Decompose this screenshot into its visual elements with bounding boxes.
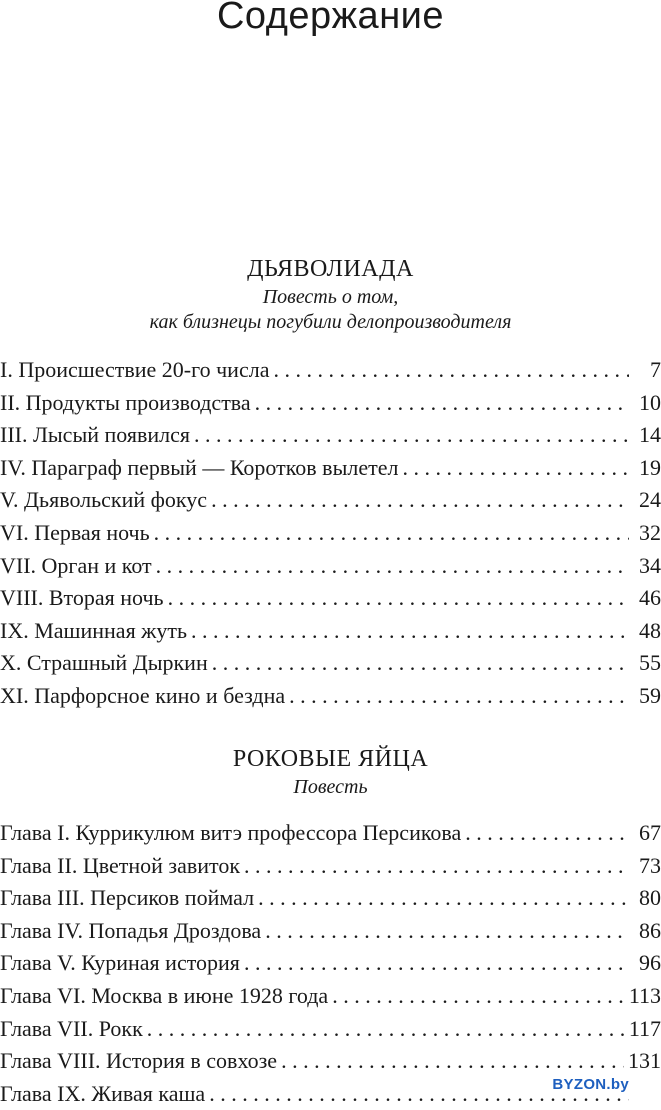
section-title: ДЬЯВОЛИАДА [247, 256, 414, 282]
toc-entry-page-number: 67 [639, 820, 661, 845]
dot-leader [147, 1013, 625, 1045]
toc-entry[interactable] [0, 387, 661, 420]
dot-leader [212, 647, 629, 679]
dot-leader [168, 582, 629, 614]
watermark-logo: BYZON.by [548, 1075, 633, 1094]
dot-leader [244, 850, 629, 882]
toc-entry[interactable] [0, 1013, 661, 1046]
toc-entry-page-number: 32 [639, 519, 661, 545]
toc-entry[interactable] [0, 680, 661, 713]
dot-leader [258, 882, 629, 914]
toc-entry-page-number: 24 [639, 487, 661, 513]
toc-entry-title: Глава I. Куррикулюм витэ профессора Персикова [0, 820, 462, 845]
toc-entry-title: Глава IV. Попадья Дроздова [0, 917, 262, 943]
toc-entry[interactable] [0, 647, 661, 680]
toc-entry-page-number: 10 [639, 389, 661, 415]
dot-leader [273, 354, 629, 386]
toc-entry[interactable] [0, 980, 661, 1013]
toc-entry-page-number: 113 [628, 982, 661, 1008]
toc-entry[interactable] [0, 517, 661, 550]
page-title: Содержание [216, 0, 445, 37]
toc-entry-title: Глава VI. Москва в июне 1928 года [0, 982, 329, 1008]
toc-entry-page-number: 48 [639, 617, 661, 643]
toc-entry-page-number: 7 [650, 357, 661, 382]
toc-entry-title: VI. Первая ночь [0, 519, 150, 545]
toc-entry-page-number: 34 [639, 552, 661, 578]
toc-entry[interactable] [0, 817, 661, 850]
toc-entry[interactable] [0, 850, 661, 883]
toc-entry-title: VIII. Вторая ночь [0, 585, 164, 611]
toc-entry[interactable] [0, 915, 661, 948]
toc-entry-title: X. Страшный Дыркин [0, 650, 208, 676]
toc-entry-page-number: 14 [639, 422, 661, 448]
toc-entry-page-number: 96 [639, 950, 661, 976]
toc-entry[interactable] [0, 615, 661, 648]
dot-leader [154, 517, 629, 549]
toc-entry-title: Глава VII. Рокк [0, 1015, 143, 1041]
dot-leader [265, 915, 629, 947]
dot-leader [332, 980, 625, 1012]
toc-entry[interactable] [0, 419, 661, 452]
section-header-fatal-eggs [0, 746, 661, 800]
toc-entry-title: Глава III. Персиков поймал [0, 885, 255, 911]
toc-entry-title: III. Лысый появился [0, 422, 190, 448]
toc-entry-page-number: 59 [639, 682, 661, 708]
toc-entry[interactable] [0, 452, 661, 485]
toc-entry-title: V. Дьявольский фокус [0, 487, 208, 513]
dot-leader [402, 452, 629, 484]
toc-entry[interactable] [0, 484, 661, 517]
section-subtitle: Повесть [293, 776, 368, 798]
dot-leader [211, 484, 629, 516]
toc-entry[interactable] [0, 550, 661, 583]
toc-entry[interactable] [0, 882, 661, 915]
toc-entry[interactable] [0, 354, 661, 387]
toc-entry-title: IV. Параграф первый — Коротков вылетел [0, 454, 399, 480]
toc-entry-title: Глава VIII. История в совхозе [0, 1048, 278, 1074]
toc-entry-title: Глава II. Цветной завиток [0, 852, 241, 878]
section-subtitle: Повесть о том, [262, 286, 399, 308]
toc-list-fatal-eggs [0, 817, 661, 1110]
toc-entry-page-number: 73 [639, 852, 661, 878]
toc-entry[interactable] [0, 1045, 661, 1078]
dot-leader [255, 387, 629, 419]
toc-entry-page-number: 55 [639, 650, 661, 676]
toc-entry-page-number: 86 [639, 917, 661, 943]
section-title: РОКОВЫЕ ЯЙЦА [232, 746, 429, 772]
toc-entry-page-number: 131 [628, 1048, 661, 1074]
toc-entry[interactable] [0, 582, 661, 615]
toc-entry-page-number: 117 [628, 1015, 661, 1041]
toc-entry-title: XI. Парфорсное кино и бездна [0, 682, 286, 708]
dot-leader [191, 615, 629, 647]
dot-leader [281, 1045, 624, 1077]
dot-leader [289, 680, 629, 712]
dot-leader [194, 419, 629, 451]
toc-entry-page-number: 46 [639, 585, 661, 611]
section-header-diavoliada [0, 256, 661, 335]
toc-entry-title: IX. Машинная жуть [0, 617, 188, 643]
toc-entry[interactable] [0, 947, 661, 980]
toc-entry-title: II. Продукты производства [0, 389, 251, 415]
dot-leader [156, 550, 629, 582]
dot-leader [244, 947, 629, 979]
toc-entry-page-number: 19 [639, 454, 661, 480]
toc-entry-title: Глава IX. Живая каша [0, 1080, 206, 1106]
section-subtitle: как близнецы погубили делопроизводителя [149, 311, 512, 333]
dot-leader [465, 817, 629, 849]
toc-list-diavoliada [0, 354, 661, 713]
toc-entry-title: Глава V. Куриная история [0, 950, 240, 976]
toc-entry-page-number: 80 [639, 885, 661, 911]
toc-entry-title: I. Происшествие 20-го числа [0, 357, 270, 382]
toc-entry-title: VII. Орган и кот [0, 552, 152, 578]
